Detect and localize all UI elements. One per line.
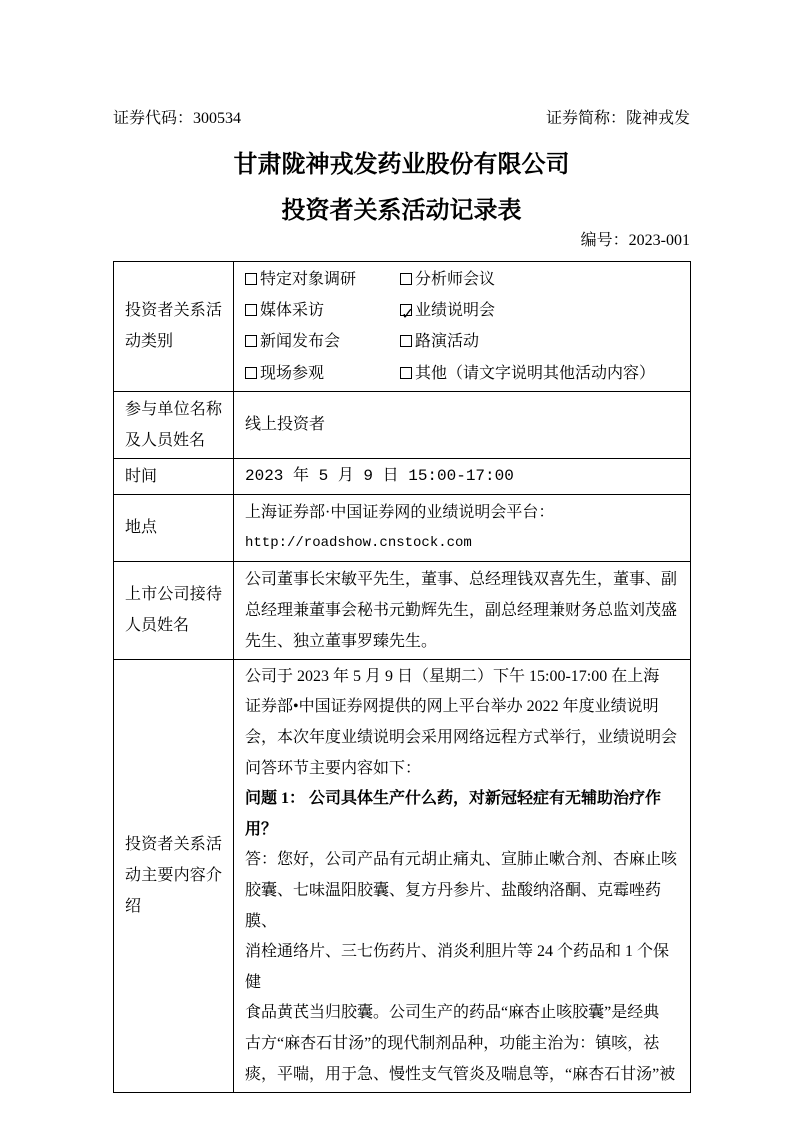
text-line: 问答环节主要内容如下： [245,759,422,777]
stock-abbr-text: 证券简称：陇神戎发 [545,110,690,127]
row-participants [114,391,691,458]
text-line: 投资者关系活 [125,302,222,320]
main-content-label [114,659,234,1092]
location-value [234,494,691,561]
checkbox-label: 分析师会议 [415,271,496,288]
checkbox-icon [400,273,412,285]
location-label [114,494,234,561]
checkbox-label: 路演活动 [415,333,480,351]
hosts-label [114,561,234,659]
checkbox-icon [400,367,412,379]
checkbox-icon [245,367,257,379]
checkbox-option-analyst-meeting [400,264,679,295]
checkbox-icon [245,304,257,316]
securities-header [113,108,690,130]
text-line: 动主要内容介 [125,867,222,885]
text-line: 时间 [125,467,158,485]
text-line: 及人员姓名 [125,431,206,449]
checkbox-label: 特定对象调研 [260,271,357,288]
checkbox-label: 现场参观 [260,364,325,382]
participants-text: 线上投资者 [245,416,326,434]
stock-code-text: 证券代码：300534 [113,110,242,127]
row-main-content [114,659,691,1092]
checkbox-row [245,358,679,389]
text-line: 投资者关系活 [125,836,222,854]
text-line: 痰，平喘，用于急、慢性支气管炎及喘息等，“麻杏石甘汤”被 [245,1065,676,1083]
text-line: 先生、独立董事罗臻先生。 [245,632,438,650]
checkbox-row [245,295,679,326]
participants-label [114,391,234,458]
activity-type-label [114,262,234,392]
text-line: 地点 [125,519,158,537]
checkbox-row [245,264,679,295]
checkbox-option-media-interview [245,295,400,326]
checkbox-row [245,326,679,357]
checkbox-label: 其他（请文字说明其他活动内容） [415,364,656,382]
time-value [234,458,691,494]
document-body [113,0,690,1093]
record-table [113,261,691,1093]
text-line: 上海证券部·中国证券网的业绩说明会平台： [245,503,555,521]
checkbox-icon [245,335,257,347]
checked-checkbox-icon [400,304,412,316]
text-line: 公司董事长宋敏平先生，董事、总经理钱双喜先生，董事、副 [245,570,678,588]
text-line: 答：您好，公司产品有元胡止痛丸、宣肺止嗽合剂、杏麻止咳 [245,851,678,869]
checkbox-option-roadshow [400,326,679,357]
document-title: 投资者关系活动记录表 [281,197,522,224]
text-line: 人员姓名 [125,617,190,635]
text-line: 绍 [125,898,142,916]
time-text: 2023 年 5 月 9 日 15:00-17:00 [245,466,514,485]
text-line: 公司于 2023 年 5 月 9 日（星期二）下午 15:00-17:00 在上海 [245,667,660,685]
text-line: 消栓通络片、三七伤药片、消炎利胆片等 24 个药品和 1 个保健 [245,943,670,991]
main-content-value [234,659,691,1092]
checkbox-label: 业绩说明会 [415,302,496,320]
checkbox-option-site-visit [245,358,400,389]
text-line: 动类别 [125,333,174,351]
text-line: 参与单位名称 [125,400,222,418]
checkbox-option-press-conference [245,326,400,357]
text-line: 问题 1： 公司具体生产什么药，对新冠轻症有无辅助治疗作 [245,790,662,808]
checkbox-icon [400,335,412,347]
checkbox-label: 新闻发布会 [260,333,341,351]
text-line: 上市公司接待 [125,586,222,604]
text-line: 古方“麻杏石甘汤”的现代制剂品种，功能主治为：镇咳，祛 [245,1034,660,1052]
company-title: 甘肃陇神戎发药业股份有限公司 [233,151,570,178]
checkbox-label: 媒体采访 [260,302,325,320]
checkbox-icon [245,273,257,285]
row-location [114,494,691,561]
participants-value [234,391,691,458]
hosts-value [234,561,691,659]
row-hosts [114,561,691,659]
checkbox-option-results-briefing [400,295,679,326]
time-label [114,458,234,494]
text-line: 用？ [245,820,278,838]
text-line: 总经理兼董事会秘书元勤辉先生，副总经理兼财务总监刘茂盛 [245,601,678,619]
text-line: 会，本次年度业绩说明会采用网络远程方式举行，业绩说明会 [245,729,678,746]
text-line: http://roadshow.cnstock.com [245,534,472,551]
text-line: 证券部•中国证券网提供的网上平台举办 2022 年度业绩说明 [245,698,659,716]
activity-type-options [234,262,691,392]
row-activity-type [114,262,691,392]
text-line: 胶囊、七味温阳胶囊、复方丹参片、盐酸纳洛酮、克霉唑药膜、 [245,881,662,930]
text-line: 食品黄芪当归胶囊。公司生产的药品“麻杏止咳胶囊”是经典 [245,1004,660,1022]
document-number: 编号：2023-001 [580,232,690,249]
checkbox-option-other [400,358,679,389]
checkbox-option-special-survey [245,264,400,295]
row-time [114,458,691,494]
